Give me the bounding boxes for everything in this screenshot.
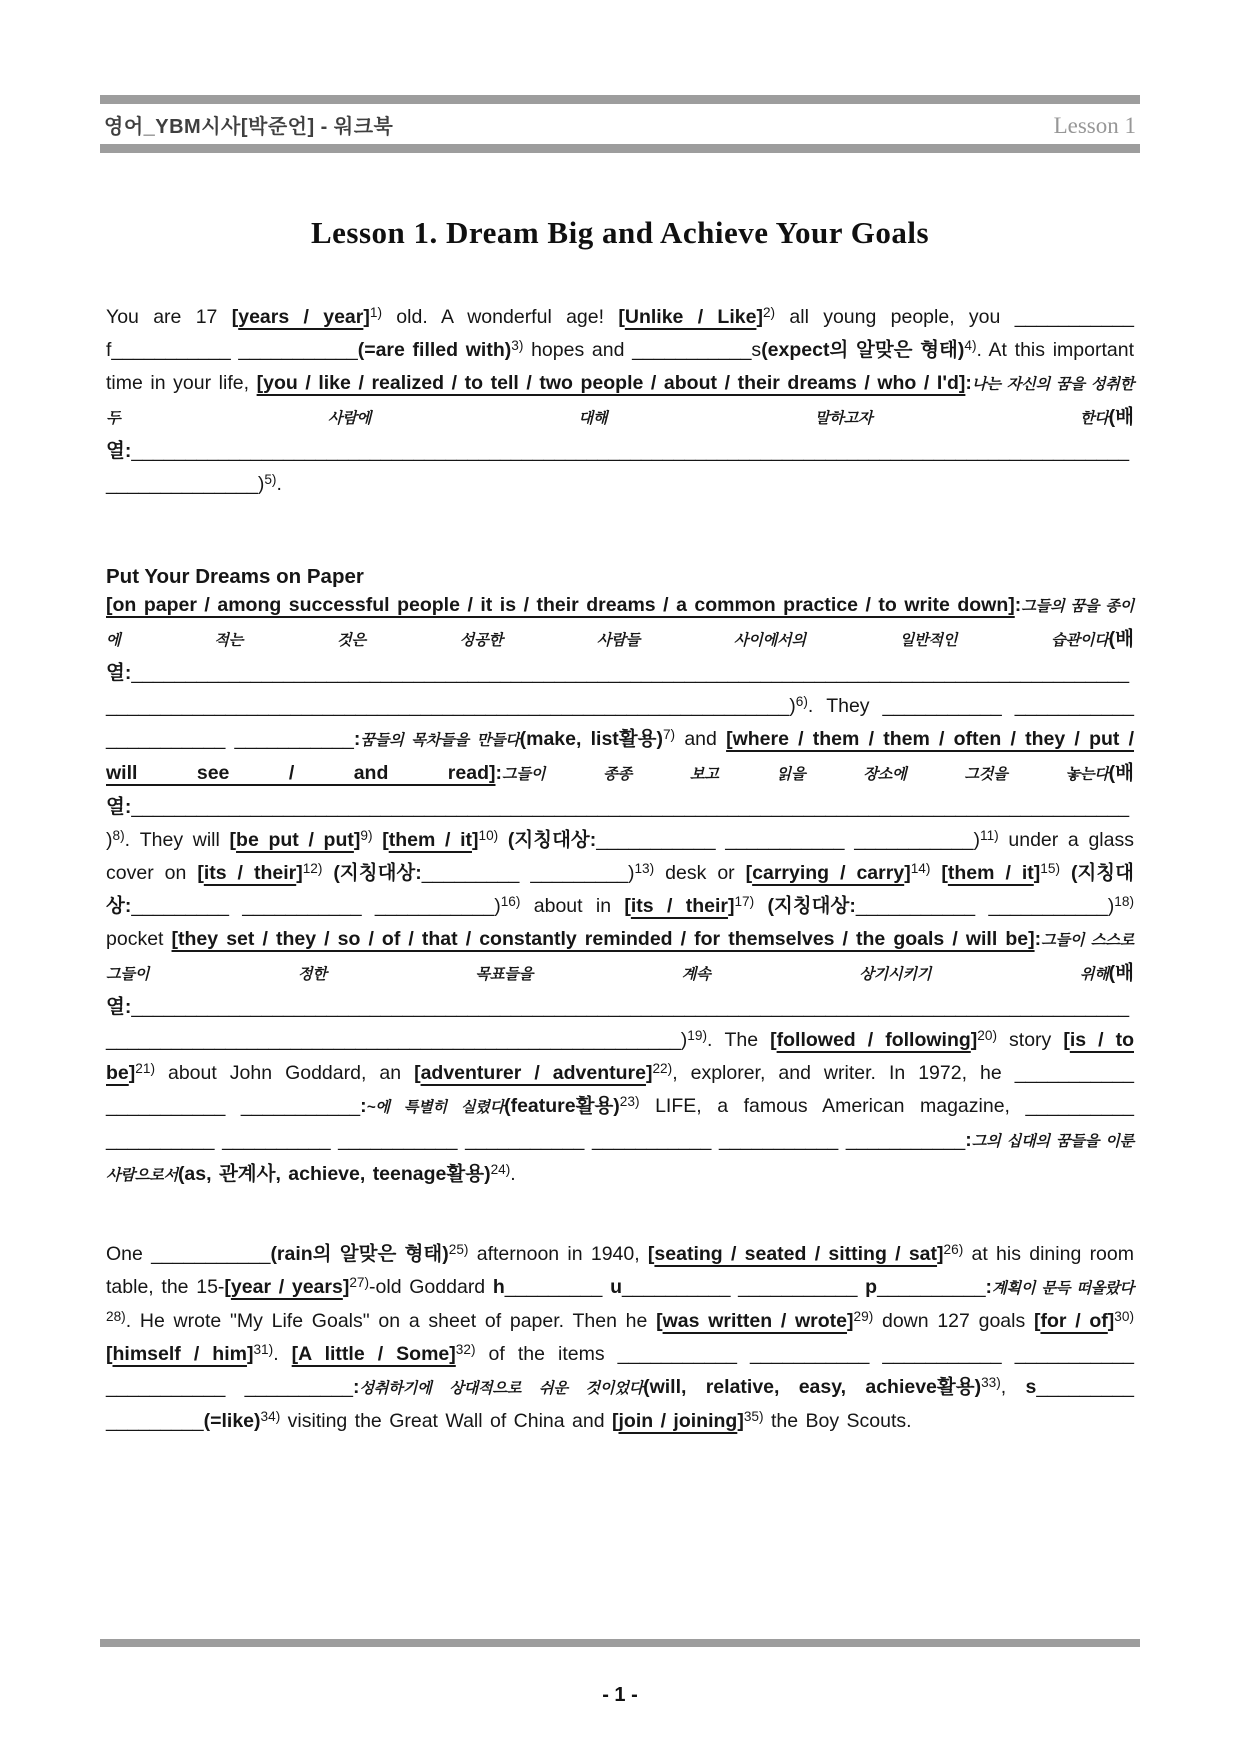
text-segment-t: . The <box>707 1029 771 1051</box>
text-segment-b: (지칭대상: <box>507 829 597 851</box>
text-segment-b: ] <box>904 862 911 884</box>
text-segment-u: join / joining <box>618 1410 738 1432</box>
text-segment-b: (rain의 알맞은 형태) <box>270 1243 449 1265</box>
text-segment-u: adventurer / adventure <box>420 1062 646 1084</box>
text-segment-b: [ <box>197 862 204 884</box>
text-segment-b: : <box>360 1095 367 1117</box>
text-segment-s: 29) <box>853 1309 874 1324</box>
text-segment-s: 31) <box>253 1342 274 1357</box>
text-segment-b: ] <box>937 1243 944 1265</box>
text-segment-s: 21) <box>135 1061 155 1076</box>
text-segment-b: (배열: <box>106 406 1134 462</box>
text-segment-u: followed / following <box>776 1029 971 1051</box>
text-segment-b: : <box>965 372 972 394</box>
text-segment-s: 6) <box>795 694 808 709</box>
text-segment-t: ) <box>257 473 265 495</box>
text-segment-u: himself / him <box>112 1343 247 1365</box>
text-segment-b: [ <box>224 1276 231 1298</box>
text-segment-s: 28) <box>106 1309 126 1324</box>
paragraph <box>106 1238 1134 1438</box>
text-segment-t <box>498 829 508 851</box>
text-segment-k: 그들이 스스로 그들이 정한 목표들을 계속 상기시키기 위해 <box>106 932 1134 983</box>
text-segment-b: s <box>1025 1376 1037 1398</box>
text-segment-s: 13) <box>634 861 655 876</box>
text-segment-t: pocket <box>106 928 172 950</box>
text-segment-t: __________________________________________________________________________________________________________ <box>106 440 1130 495</box>
text-segment-s: 3) <box>511 338 524 353</box>
text-segment-b: (배열: <box>106 628 1134 684</box>
footer-bar <box>100 1639 1140 1647</box>
text-segment-u: [A little / Some] <box>291 1343 456 1365</box>
text-segment-b: ] <box>1033 862 1041 884</box>
text-segment-u: years / year <box>238 306 364 328</box>
text-segment-s: 26) <box>943 1242 964 1257</box>
text-segment-b: (=like) <box>203 1410 261 1432</box>
text-segment-u: [they set / they / so / of / that / constantly reminded / for themselves / the goals / will be] <box>171 928 1035 950</box>
text-segment-b: (feature활용) <box>504 1095 620 1117</box>
text-segment-b: : <box>1014 594 1022 616</box>
text-segment-b: ] <box>1107 1310 1115 1332</box>
text-segment-s: 9) <box>360 828 373 843</box>
text-segment-b: (as, 관계사, achieve, teenage활용) <box>177 1163 491 1185</box>
text-segment-t <box>373 829 383 851</box>
text-segment-s: 22) <box>652 1061 673 1076</box>
text-segment-b: ] <box>246 1343 254 1365</box>
text-segment-b: ] <box>128 1062 136 1084</box>
text-segment-t: ) <box>627 862 635 884</box>
text-segment-s: 34) <box>260 1409 281 1424</box>
text-segment-t: . He wrote "My Life Goals" on a sheet of paper. Then he <box>125 1310 657 1332</box>
text-segment-b: (지칭대상: <box>333 862 422 884</box>
text-segment-u: seating / seated / sitting / sat <box>654 1243 938 1265</box>
text-segment-b: (=are filled with) <box>357 339 512 361</box>
text-segment-t: about in <box>520 895 625 917</box>
text-segment-b: (expect의 알맞은 형태) <box>761 339 965 361</box>
text-segment-t: visiting the Great Wall of China and <box>280 1410 612 1432</box>
text-segment-s: 30) <box>1114 1309 1134 1324</box>
text-segment-s: 18) <box>1114 894 1134 909</box>
text-segment-t: . They will <box>124 829 230 851</box>
text-segment-b: (배열: <box>106 962 1134 1018</box>
text-segment-s: 4) <box>964 338 977 353</box>
section-heading: Put Your Dreams on Paper <box>106 565 364 588</box>
text-segment-s: 24) <box>490 1162 511 1177</box>
header-lesson-label: Lesson 1 <box>1053 113 1136 138</box>
text-segment-k: 그의 십대의 꿈들을 이룬 사람으로서 <box>106 1133 1134 1184</box>
text-segment-u: them / it <box>947 862 1034 884</box>
text-segment-b: ] <box>342 1276 350 1298</box>
text-segment-b: [ <box>941 862 948 884</box>
text-segment-t: down 127 goals <box>873 1310 1034 1332</box>
text-segment-t: ) <box>973 829 980 851</box>
text-segment-t: and <box>675 728 727 750</box>
text-segment-s: 8) <box>112 828 125 843</box>
text-segment-s: 12) <box>302 861 323 876</box>
text-segment-s: 5) <box>264 472 277 487</box>
text-segment-b: ] <box>353 829 361 851</box>
text-segment-u: carrying / carry <box>752 862 905 884</box>
text-segment-t: _________________________________________________________________________________________________________________________________________________ <box>106 996 1130 1051</box>
text-segment-b: [ <box>414 1062 421 1084</box>
text-segment-t: -old Goddard <box>369 1276 493 1298</box>
text-segment-t <box>754 895 767 917</box>
text-segment-t: ____________________________________________________________________________________________ <box>131 796 1130 818</box>
text-segment-b: : <box>1034 928 1042 950</box>
text-segment-t: ___________ ___________ ___________ <box>596 829 974 851</box>
text-segment-b: : <box>353 1376 360 1398</box>
text-segment-u: was written / wrote <box>662 1310 848 1332</box>
text-segment-t: ) <box>789 695 796 717</box>
text-segment-s: 14) <box>910 861 931 876</box>
header-book-title: 영어_YBM시사[박준언] - 워크북 <box>104 116 394 138</box>
text-segment-s: 33) <box>981 1375 1001 1390</box>
text-segment-k: 성취하기에 상대적으로 쉬운 것이었다 <box>359 1380 644 1397</box>
text-segment-u: year / years <box>230 1276 343 1298</box>
text-segment-t: . <box>510 1163 516 1185</box>
paragraph <box>106 589 1134 1192</box>
text-segment-u: [where / them / them / often / they / put / will see / and read] <box>106 728 1135 784</box>
text-segment-s: 7) <box>662 727 676 742</box>
text-segment-t: ) <box>106 829 113 851</box>
text-segment-b: h <box>492 1276 505 1298</box>
text-segment-b: (지칭대상: <box>106 862 1134 917</box>
worksheet-page <box>100 0 1140 1752</box>
text-segment-b: ] <box>970 1029 978 1051</box>
text-segment-u: be put / put <box>236 829 354 851</box>
text-segment-s: 1) <box>369 305 382 320</box>
text-segment-t: ___________ ___________ <box>855 895 1108 917</box>
text-segment-t: LIFE, a famous American magazine, __________ __________ __________ ___________ ___________ ___________ ___________ ___________ <box>106 1095 1134 1151</box>
text-segment-s: 16) <box>500 894 521 909</box>
text-segment-s: 23) <box>619 1094 640 1109</box>
lesson-title: Lesson 1. Dream Big and Achieve Your Goals <box>310 215 930 250</box>
text-segment-s: 25) <box>448 1242 469 1257</box>
text-segment-k: 나는 자신의 꿈을 성취한 두 사람에 대해 말하고자 한다 <box>106 376 1135 427</box>
text-segment-s: 17) <box>734 894 755 909</box>
text-segment-b: [ <box>106 1343 113 1365</box>
text-segment-s: 2) <box>762 305 776 320</box>
page-header <box>100 104 1140 144</box>
text-segment-b: [ <box>770 1029 777 1051</box>
text-segment-u: its / their <box>203 862 297 884</box>
text-segment-b: [ <box>745 862 753 884</box>
text-segment-t: desk or <box>654 862 746 884</box>
text-segment-b: ] <box>727 895 735 917</box>
text-segment-t: about John Goddard, an <box>154 1062 415 1084</box>
text-segment-u: [on paper / among successful people / it is / their dreams / a common practice / to write down] <box>106 594 1015 616</box>
text-segment-b: ] <box>363 306 370 328</box>
text-segment-k: 계획이 문득 떠올랐다 <box>992 1280 1134 1297</box>
text-segment-s: 10) <box>478 828 499 843</box>
text-segment-u: its / their <box>630 895 728 917</box>
text-segment-k: ~에 특별히 실렸다 <box>366 1099 505 1116</box>
text-segment-t: ___________________________________________________________________________________________________________________________________________________________ <box>106 662 1130 717</box>
text-segment-t: . <box>276 473 282 495</box>
text-segment-t: ) <box>494 895 501 917</box>
text-segment-u: is / to be <box>106 1029 1134 1084</box>
text-segment-b: [ <box>1063 1029 1070 1051</box>
text-segment-b: ] <box>645 1062 653 1084</box>
text-segment-b: (will, relative, easy, achieve활용) <box>643 1376 982 1398</box>
text-segment-k: 그들이 종종 보고 읽을 장소에 그것을 놓는다 <box>502 766 1109 783</box>
text-segment-u: them / it <box>388 829 472 851</box>
text-segment-b: [ <box>624 895 631 917</box>
text-segment-b: ] <box>296 862 303 884</box>
text-segment-t: , <box>1000 1376 1026 1398</box>
text-segment-b: [ <box>618 306 625 328</box>
text-segment-t: You are 17 <box>106 306 232 328</box>
text-segment-t: _________ <box>504 1276 611 1298</box>
text-segment-b: (배열: <box>106 762 1134 818</box>
text-segment-b: [ <box>1033 1310 1041 1332</box>
document-body <box>100 301 1140 1438</box>
text-segment-t: old. A wonderful age! <box>382 306 619 328</box>
text-segment-s: 11) <box>980 828 999 843</box>
text-segment-s: 27) <box>349 1275 370 1290</box>
text-segment-t: . At this important time in your life, <box>106 339 1134 394</box>
text-segment-u: Unlike / Like <box>624 306 757 328</box>
text-segment-b: : <box>985 1276 993 1298</box>
text-segment-b: [ <box>231 306 239 328</box>
text-segment-b: ] <box>737 1410 744 1432</box>
text-segment-t <box>322 862 333 884</box>
text-segment-t: _________ _________ <box>106 1376 1134 1432</box>
text-segment-t <box>1060 862 1071 884</box>
text-segment-t: of the items ___________ ___________ ___________ ___________ ___________ __________ <box>106 1343 1134 1398</box>
text-segment-s: 35) <box>743 1409 764 1424</box>
text-segment-b: ] <box>472 829 479 851</box>
header-top-bar <box>100 95 1140 104</box>
text-segment-s: 15) <box>1040 861 1060 876</box>
text-segment-b: ] <box>756 306 763 328</box>
text-segment-b: [ <box>612 1410 619 1432</box>
paragraph <box>106 301 1134 501</box>
text-segment-t: , explorer, and writer. In 1972, he ___________ ___________ ___________ <box>106 1062 1134 1117</box>
text-segment-b: [ <box>656 1310 663 1332</box>
text-segment-t: ) <box>1107 895 1115 917</box>
text-segment-t: . <box>273 1343 292 1365</box>
text-segment-b: [ <box>229 829 237 851</box>
text-segment-t: under a glass cover on <box>106 829 1134 884</box>
text-segment-t: ) <box>680 1029 688 1051</box>
text-segment-t: One ___________ <box>106 1243 271 1265</box>
text-segment-t <box>930 862 941 884</box>
text-segment-u: for / of <box>1040 1310 1108 1332</box>
text-segment-t: at his dining room table, the 15- <box>106 1243 1134 1298</box>
text-segment-t: hopes and ___________s <box>523 339 762 361</box>
text-segment-t: __________ <box>877 1276 986 1298</box>
text-segment-s: 19) <box>687 1028 708 1043</box>
text-segment-t: _________ _________ <box>421 862 628 884</box>
text-segment-b: [ <box>382 829 389 851</box>
text-segment-t: the Boy Scouts. <box>763 1410 912 1432</box>
text-segment-b: [ <box>647 1243 655 1265</box>
text-segment-s: 32) <box>455 1342 476 1357</box>
page-number: - 1 - <box>602 1684 638 1706</box>
text-segment-b: (make, list활용) <box>519 728 663 750</box>
text-segment-b: : <box>965 1129 972 1151</box>
text-segment-t: afternoon in 1940, <box>468 1243 648 1265</box>
text-segment-t: _________ ___________ ___________ <box>131 895 495 917</box>
header-bottom-bar <box>100 144 1140 153</box>
text-segment-t: __________ ___________ <box>622 1276 866 1298</box>
text-segment-t: all young people, you ___________ f___________ ___________ <box>106 306 1134 361</box>
text-segment-k: 꿈들의 목차들을 만들다 <box>360 732 520 749</box>
text-segment-b: : <box>495 762 502 784</box>
text-segment-t: story <box>996 1029 1064 1051</box>
text-segment-s: 20) <box>977 1028 997 1043</box>
text-segment-b: u <box>610 1276 623 1298</box>
text-segment-u: [you / like / realized / to tell / two people / about / their dreams / who / I'd] <box>256 372 966 394</box>
text-segment-b: (지칭대상: <box>767 895 856 917</box>
text-segment-b: p <box>865 1276 878 1298</box>
text-segment-k: 그들의 꿈을 종이에 적는 것은 성공한 사람들 사이에서의 일반적인 습관이다 <box>106 598 1134 649</box>
text-segment-b: ] <box>847 1310 854 1332</box>
text-segment-b: : <box>353 728 361 750</box>
text-segment-t: . They ___________ ___________ ___________ ___________ <box>106 695 1134 750</box>
